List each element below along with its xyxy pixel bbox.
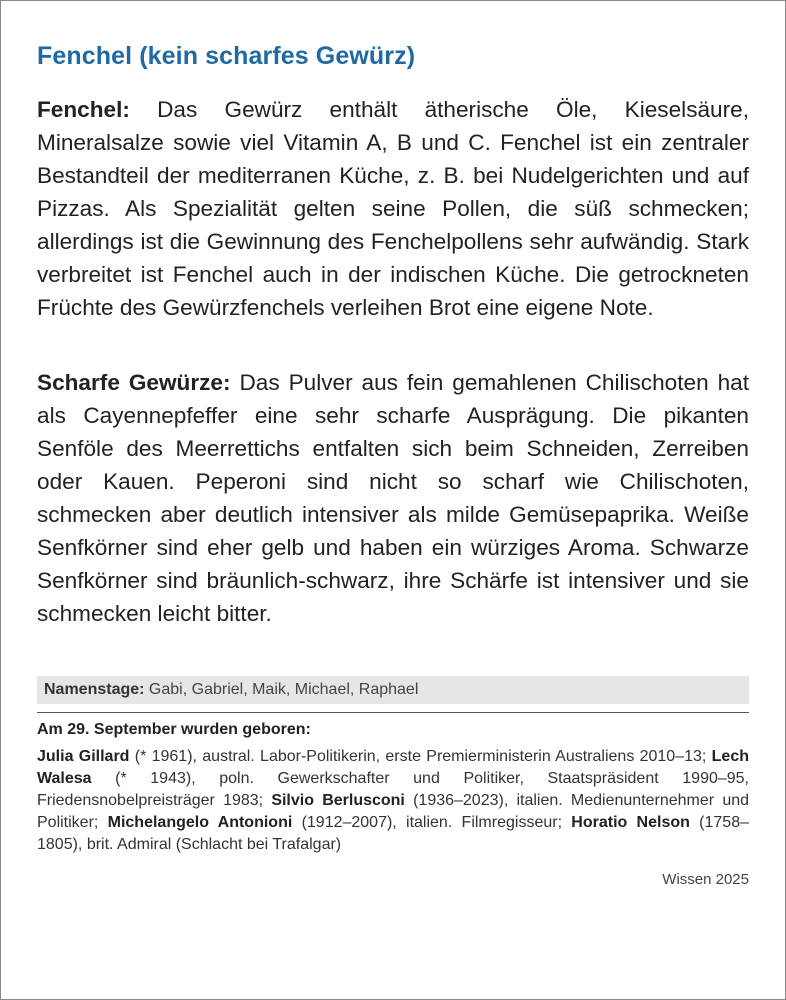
person-name: Silvio Berlusconi <box>271 792 405 809</box>
source-label: Wissen 2025 <box>662 871 749 888</box>
section-term: Fenchel: <box>37 97 130 122</box>
section-fenchel <box>37 93 749 324</box>
section-scharfe-gewuerze <box>37 366 749 630</box>
namenstage-label: Namenstage: <box>44 681 145 698</box>
person-desc: (1758–1805), brit. Admiral (Schlacht bei Trafalgar) <box>37 814 749 853</box>
person-desc: (1936–2023), italien. Medienunternehmer und Politiker; <box>37 792 750 831</box>
section-text: Das Pulver aus fein gemahlenen Chilischoten hat als Cayennepfeffer eine sehr scharfe Ausprägung. Die pikanten Senföle des Meerrettichs entfalten sich beim Schneiden, Zerreiben oder Kauen. Peperoni sind nicht so scharf wie Chilischoten, schmecken aber deutlich intensiver als milde Gemüsepaprika. Weiße Senfkörner sind eher gelb und haben ein würziges Aroma. Schwarze Senfkörner sind bräunlich-schwarz, ihre Schärfe ist intensiver und sie schmecken leicht bitter. <box>37 370 749 626</box>
person-desc: (1912–2007), italien. Filmregisseur; <box>292 814 572 831</box>
page-title: Fenchel (kein scharfes Gewürz) <box>37 42 416 70</box>
person-name: Lech Walesa <box>37 748 749 787</box>
person-name: Julia Gillard <box>37 748 130 765</box>
namenstage-value: Gabi, Gabriel, Maik, Michael, Raphael <box>144 681 419 698</box>
birthdays-title: Am 29. September wurden geboren: <box>37 721 311 738</box>
birthdays-list <box>37 746 749 856</box>
person-name: Michelangelo Antonioni <box>107 814 293 831</box>
person-desc: (* 1961), austral. Labor-Politikerin, erste Premierministerin Australiens 2010–13; <box>129 748 712 765</box>
namenstage-bar <box>37 676 749 704</box>
person-name: Horatio Nelson <box>571 814 690 831</box>
divider <box>37 712 749 713</box>
section-text: Das Gewürz enthält ätherische Öle, Kieselsäure, Mineralsalze sowie viel Vitamin A, B und C. Fenchel ist ein zentraler Bestandteil der mediterranen Küche, z. B. bei Nudelgerichten und auf Pizzas. Als Spezialität gelten seine Pollen, die süß schmecken; allerdings ist die Gewinnung des Fenchelpollens sehr aufwändig. Stark verbreitet ist Fenchel auch in der indischen Küche. Die getrockneten Früchte des Gewürzfenchels verleihen Brot eine eigene Note. <box>37 97 749 320</box>
person-desc: (* 1943), poln. Gewerkschafter und Politiker, Staatspräsident 1990–95, Friedensnobelpreisträger 1983; <box>37 770 749 809</box>
section-term: Scharfe Gewürze: <box>37 370 231 395</box>
